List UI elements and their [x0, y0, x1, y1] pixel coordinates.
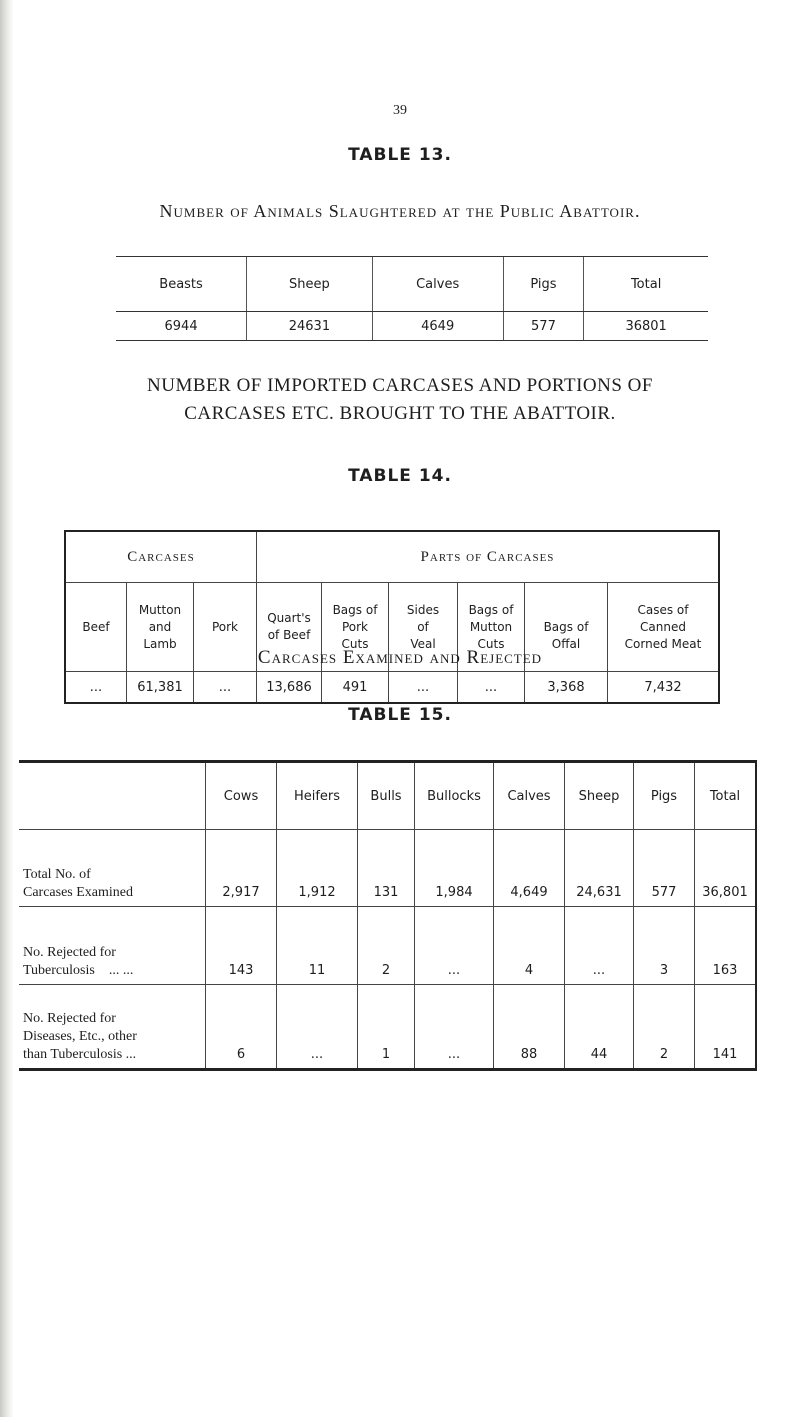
- table15-cell: 24,631: [565, 830, 634, 907]
- table15-header: Bulls: [358, 762, 415, 830]
- table15-cell: 1: [358, 985, 415, 1070]
- table15-cell: 4,649: [494, 830, 565, 907]
- table15-cell: 577: [634, 830, 695, 907]
- table15-header: Sheep: [565, 762, 634, 830]
- imported-heading-line2: CARCASES ETC. BROUGHT TO THE ABATTOIR.: [184, 403, 616, 424]
- table15-row-label: Total No. of Carcases Examined: [19, 830, 206, 907]
- table14-col-header: Bags of Offal: [525, 583, 608, 672]
- table14-col-header: Bags of Pork Cuts: [322, 583, 389, 672]
- table13-header: Total: [584, 257, 708, 312]
- table15-cell: 2,917: [206, 830, 277, 907]
- table15-row-label: No. Rejected for Diseases, Etc., other than Tuberculosis ...: [19, 985, 206, 1070]
- table15-cell: 44: [565, 985, 634, 1070]
- table13-cell: 36801: [584, 312, 708, 341]
- table15-cell: 141: [695, 985, 757, 1070]
- table15-cell: 2: [358, 907, 415, 985]
- table14-col-header: Sides of Veal: [389, 583, 458, 672]
- table15-cell: 1,912: [277, 830, 358, 907]
- table15-row-rejected-tuberculosis: [19, 907, 756, 985]
- table15-header: Calves: [494, 762, 565, 830]
- table15-cell: 143: [206, 907, 277, 985]
- page-number: 39: [393, 103, 407, 118]
- table14-cell: 13,686: [257, 672, 322, 704]
- table13-cell: 577: [503, 312, 584, 341]
- table15-cell: ...: [415, 907, 494, 985]
- table14-cell: 3,368: [525, 672, 608, 704]
- table15-cell: 3: [634, 907, 695, 985]
- table14-value-row: [65, 672, 719, 704]
- table15-header: Cows: [206, 762, 277, 830]
- table13-header: Calves: [372, 257, 503, 312]
- table14-col-header: Quart's of Beef: [257, 583, 322, 672]
- table15-cell: 163: [695, 907, 757, 985]
- table15-cell: 4: [494, 907, 565, 985]
- table15-cell: 1,984: [415, 830, 494, 907]
- table14-cell: ...: [194, 672, 257, 704]
- table15-corner-cell: [19, 762, 206, 830]
- table15-cell: 36,801: [695, 830, 757, 907]
- table14-group-row: [65, 531, 719, 583]
- imported-heading-line1: NUMBER OF IMPORTED CARCASES AND PORTIONS OF: [147, 375, 653, 396]
- table15-cell: ...: [277, 985, 358, 1070]
- table13-cell: 6944: [116, 312, 247, 341]
- table15-heading: Carcases Examined and Rejected: [257, 647, 543, 668]
- table15-header: Pigs: [634, 762, 695, 830]
- table15-row-examined: [19, 830, 756, 907]
- table15-cell: 11: [277, 907, 358, 985]
- table15-label: TABLE 15.: [348, 705, 452, 725]
- table14-col-header: Pork: [194, 583, 257, 672]
- table15-cell: ...: [415, 985, 494, 1070]
- table15-header-row: [19, 762, 756, 830]
- table14-cell: 61,381: [127, 672, 194, 704]
- table15-row-rejected-other: [19, 985, 756, 1070]
- table14-col-header: Beef: [65, 583, 127, 672]
- table14-cell: ...: [389, 672, 458, 704]
- table15-cell: ...: [565, 907, 634, 985]
- table14-col-header: Bags of Mutton Cuts: [458, 583, 525, 672]
- table13-header: Sheep: [247, 257, 373, 312]
- table14-cell: ...: [458, 672, 525, 704]
- table15-header: Total: [695, 762, 757, 830]
- table13-slaughtered-animals: [116, 256, 708, 341]
- table13-label: TABLE 13.: [348, 145, 452, 165]
- table15-cell: 6: [206, 985, 277, 1070]
- table14-cell: ...: [65, 672, 127, 704]
- table14-label: TABLE 14.: [348, 466, 452, 486]
- table13-heading: Number of Animals Slaughtered at the Public Abattoir.: [159, 201, 641, 221]
- table15-cell: 131: [358, 830, 415, 907]
- table15-carcases-examined: [19, 760, 757, 1071]
- table14-col-header: Cases of Canned Corned Meat: [608, 583, 720, 672]
- table13-header: Pigs: [503, 257, 584, 312]
- table15-cell: 88: [494, 985, 565, 1070]
- table15-row-label: No. Rejected for Tuberculosis ... ...: [19, 907, 206, 985]
- table15-cell: 2: [634, 985, 695, 1070]
- table13-header: Beasts: [116, 257, 247, 312]
- table13-cell: 4649: [372, 312, 503, 341]
- table14-imported-carcases: [64, 530, 720, 704]
- table15-header: Heifers: [277, 762, 358, 830]
- table14-cell: 7,432: [608, 672, 720, 704]
- table13-value-row: [116, 312, 708, 341]
- table14-group-carcases: Carcases: [65, 531, 257, 583]
- table15-header: Bullocks: [415, 762, 494, 830]
- table14-cell: 491: [322, 672, 389, 704]
- table13-cell: 24631: [247, 312, 373, 341]
- table13-header-row: [116, 257, 708, 312]
- table14-col-header: Mutton and Lamb: [127, 583, 194, 672]
- table14-group-parts: Parts of Carcases: [257, 531, 720, 583]
